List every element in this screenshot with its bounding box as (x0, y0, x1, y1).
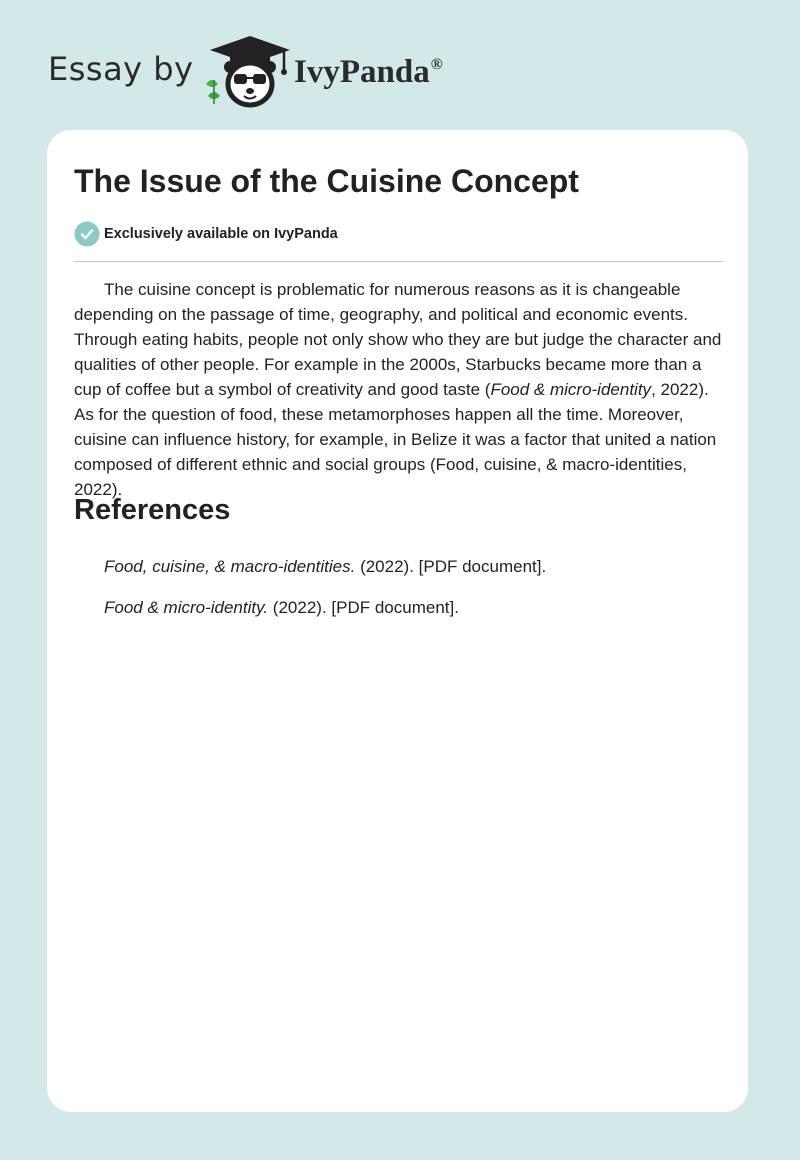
reference-item (104, 557, 546, 577)
paragraph-text-part1: The cuisine concept is problematic for numerous reasons as it is changeable depending on the passage of time, geography, and political and economic events. Through eating habits, people not only show who they are but judge the character and qualities of other people. For example in the 2000s, Starbucks became more than a cup of coffee but a symbol of creativity and good taste ( (74, 280, 722, 399)
references-heading: References (74, 494, 231, 526)
essay-by-label: Essay by (48, 50, 194, 88)
exclusive-badge-label: Exclusively available on IvyPanda (104, 226, 338, 242)
site-header (48, 34, 548, 114)
reference-item (104, 598, 459, 618)
page-title: The Issue of the Cuisine Concept (74, 163, 579, 199)
registered-mark: ® (430, 56, 443, 73)
reference-details: (2022). [PDF document]. (355, 557, 547, 576)
paragraph-citation: Food & micro-identity (490, 380, 652, 399)
check-circle-icon (74, 221, 100, 247)
essay-paragraph (74, 277, 729, 502)
brand-name[interactable]: IvyPanda® (294, 54, 443, 90)
paragraph-text-part2: , 2022). As for the question of food, these metamorphoses happen all the time. Moreover, cuisine can influence history, for example, in Belize it was a factor that united a nation composed of different ethnic and social groups (Food, cuisine, & macro-identities, 2022). (74, 380, 717, 499)
divider (74, 261, 723, 262)
ivypanda-logo-icon[interactable] (200, 34, 292, 110)
reference-details: (2022). [PDF document]. (268, 598, 459, 617)
essay-card (47, 130, 748, 1112)
reference-title: Food & micro-identity. (104, 598, 269, 617)
reference-title: Food, cuisine, & macro-identities. (104, 557, 356, 576)
